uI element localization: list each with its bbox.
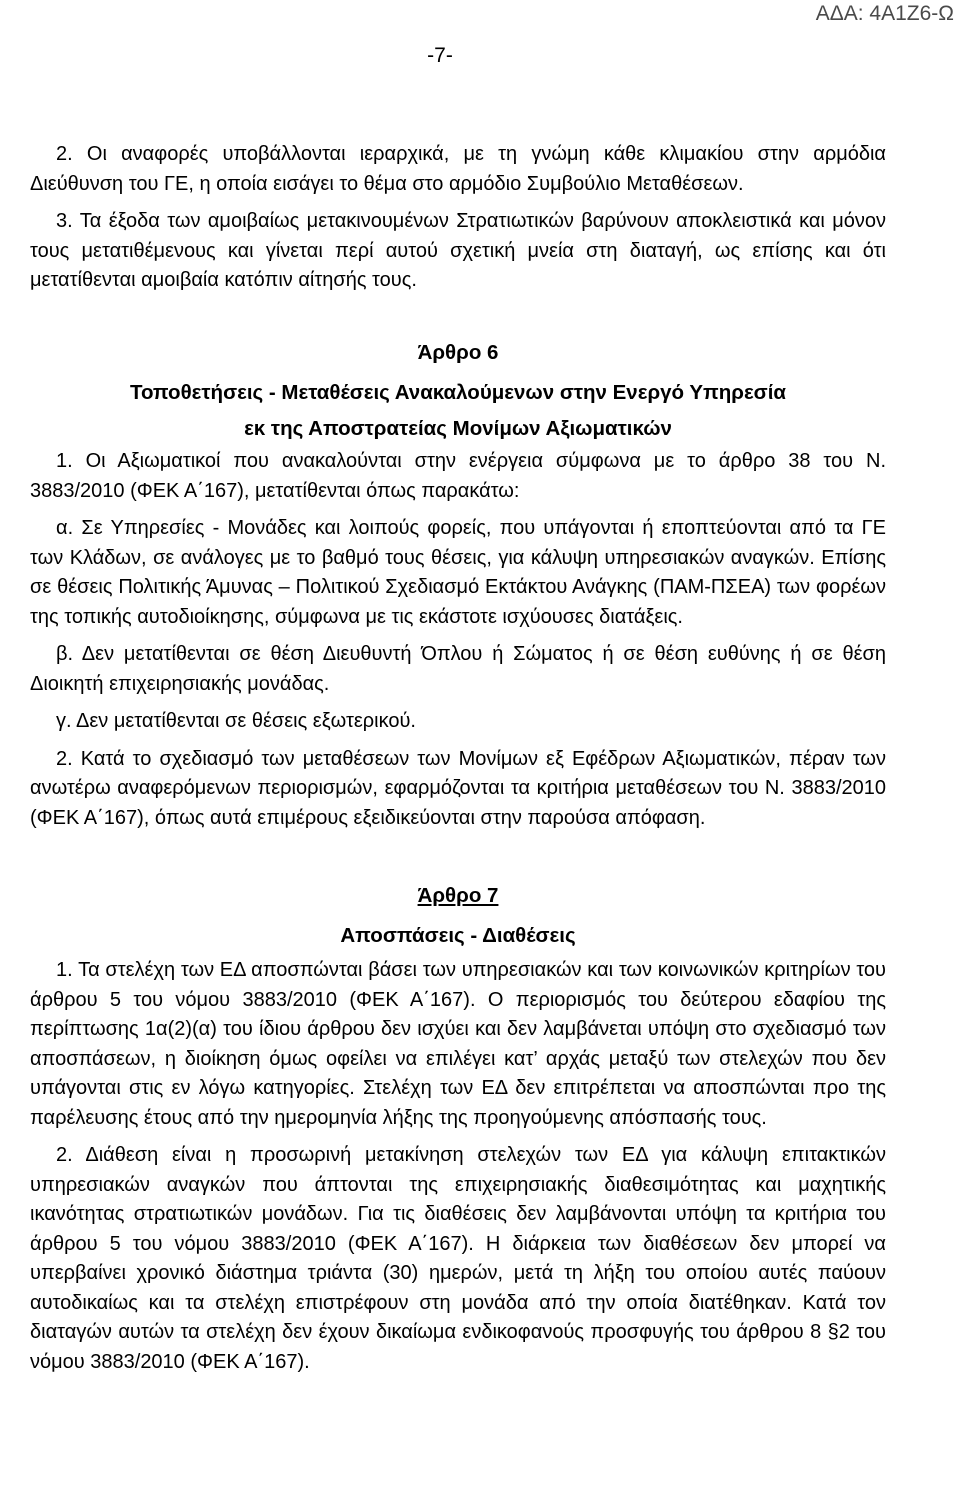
page-number: -7- xyxy=(427,44,453,67)
article-6-paragraph-2: 2. Κατά το σχεδιασμό των μεταθέσεων των Μονίμων εξ Εφέδρων Αξιωματικών, πέραν των ανωτέρω αναφερόμενων περιορισμών, εφαρμόζονται τα κριτήρια μεταθέσεων του Ν. 3883/2010 (ΦΕΚ Α΄167), όπως αυτά επιμέρους εξειδικεύονται στην παρούσα απόφαση. xyxy=(30,747,886,829)
article-7-paragraph-1: 1. Τα στελέχη των ΕΔ αποσπώνται βάσει των υπηρεσιακών και των κοινωνικών κριτηρίων του άρθρου 5 του νόμου 3883/2010 (ΦΕΚ Α΄167). Ο περιορισμός του δεύτερου εδαφίου της περίπτωσης 1α(2)(α) του ίδιου άρθρου δεν ισχύει και δεν λαμβάνεται υπόψη στο σχεδιασμό των αποσπάσεων, η διοίκηση όμως οφείλει να επιλέγει κατ’ αρχάς μεταξύ των στελεχών που δεν υπάγονται στις εν λόγω κατηγορίες. Στελέχη των ΕΔ δεν επιτρέπεται να αποσπώνται προ της παρέλευσης έτους από την ημερομηνία λήξης της προηγούμενης απόσπασής τους. xyxy=(30,959,886,1129)
article-6-paragraph-b: β. Δεν μετατίθενται σε θέση Διευθυντή Όπλου ή Σώματος ή σε θέση ευθύνης ή σε θέση Διοικητή επιχειρησιακής μονάδας. xyxy=(30,643,886,695)
document-body xyxy=(30,140,886,1377)
article-6-paragraph-a: α. Σε Υπηρεσίες - Μονάδες και λοιπούς φορείς, που υπάγονται ή εποπτεύονται από τα ΓΕ των Κλάδων, σε ανάλογες με το βαθμό τους θέσεις, για κάλυψη υπηρεσιακών αναγκών. Επίσης σε θέσεις Πολιτικής Άμυνας – Πολιτικού Σχεδιασμό Εκτάκτου Ανάγκης (ΠΑΜ-ΠΣΕΑ) των φορέων της τοπικής αυτοδιοίκησης, σύμφωνα με τις εκάστοτε ισχύουσες διατάξεις. xyxy=(30,517,886,628)
article-6-paragraph-c: γ. Δεν μετατίθενται σε θέσεις εξωτερικού. xyxy=(56,710,416,732)
article-7-paragraph-2: 2. Διάθεση είναι η προσωρινή μετακίνηση στελεχών των ΕΔ για κάλυψη επιτακτικών υπηρεσιακών αναγκών που άπτονται της επιχειρησιακής διαθεσιμότητας και μαχητικής ικανότητας στρατιωτικών μονάδων. Για τις διαθέσεις δεν λαμβάνονται υπόψη τα κριτήρια του άρθρου 5 του νόμου 3883/2010 (ΦΕΚ Α΄167). Η διάρκεια των διαθέσεων δεν μπορεί να υπερβαίνει χρονικό διάστημα τριάντα (30) ημερών, μετά τη λήξη του οποίου αυτές παύουν αυτοδικαίως και τα στελέχη επιστρέφουν στη μονάδα από την οποία διατέθηκαν. Κατά τον διαταγών αυτών τα στελέχη δεν έχουν δικαίωμα ενδικοφανούς προσφυγής του άρθρου 8 §2 του νόμου 3883/2010 (ΦΕΚ Α΄167). xyxy=(30,1144,886,1373)
ada-code: ΑΔΑ: 4Α1Ζ6-Ω xyxy=(815,2,954,25)
article-6-paragraph-1: 1. Οι Αξιωματικοί που ανακαλούνται στην ενέργεια σύμφωνα με το άρθρο 38 του Ν. 3883/2010 (ΦΕΚ Α΄167), μετατίθενται όπως παρακάτω: xyxy=(30,450,886,502)
article-7-label: Άρθρο 7 xyxy=(417,884,499,907)
article-6-title-line1: Τοποθετήσεις - Μεταθέσεις Ανακαλούμενων στην Ενεργό Υπηρεσία xyxy=(129,381,786,404)
article-6-title-line2: εκ της Αποστρατείας Μονίμων Αξιωματικών xyxy=(244,416,672,440)
paragraph-3: 3. Τα έξοδα των αμοιβαίως μετακινουμένων Στρατιωτικών βαρύνουν αποκλειστικά και μόνον τους μετατιθέμενους και γίνεται περί αυτού σχετική μνεία στη διαταγή, ως επίσης και ότι μετατίθενται αμοιβαία κατόπιν αίτησής τους. xyxy=(30,210,886,291)
article-6-label: Άρθρο 6 xyxy=(417,340,499,364)
article-7-title: Αποσπάσεις - Διαθέσεις xyxy=(340,923,576,947)
paragraph-2: 2. Οι αναφορές υποβάλλονται ιεραρχικά, με τη γνώμη κάθε κλιμακίου στην αρμόδια Διεύθυνση του ΓΕ, η οποία εισάγει το θέμα στο αρμόδιο Συμβούλιο Μεταθέσεων. xyxy=(30,143,886,195)
